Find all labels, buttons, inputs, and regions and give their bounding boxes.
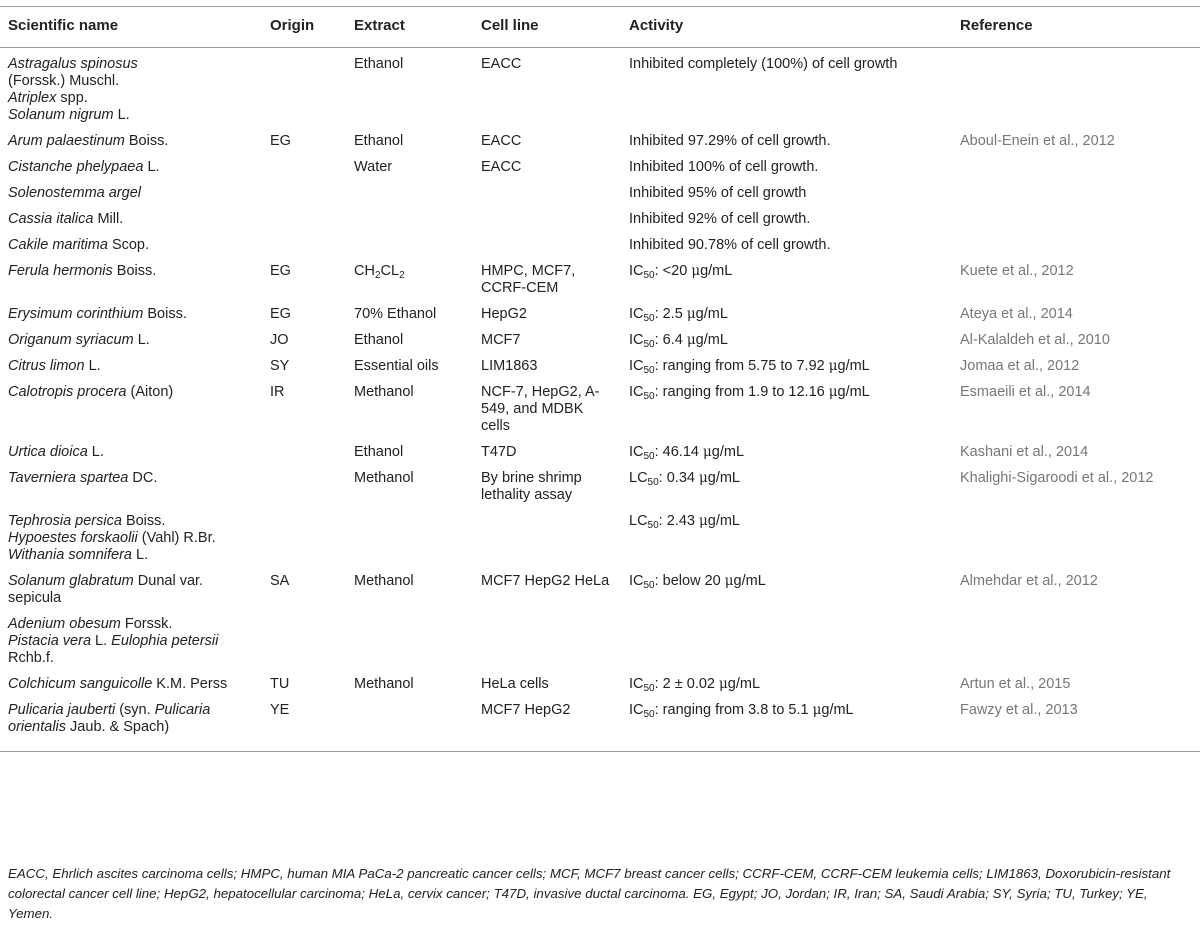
cell-reference: Jomaa et al., 2012 — [960, 358, 1080, 374]
activity-measure: LC — [629, 470, 648, 486]
header-cell-line: Cell line — [473, 7, 621, 48]
name-italic-part: Astragalus spinosus — [8, 56, 138, 72]
cell-activity: Inhibited 92% of cell growth. — [629, 211, 811, 227]
activity-value: : 2 ± 0.02 — [654, 676, 720, 692]
cell-origin — [262, 611, 346, 671]
activity-value: : below 20 — [654, 573, 725, 589]
name-italic-part: Cakile maritima — [8, 237, 108, 253]
cell-reference — [952, 508, 1200, 568]
cell-activity — [621, 379, 952, 439]
mu-symbol: μ — [828, 384, 838, 400]
activity-subscript: 50 — [647, 520, 659, 531]
formula-part: CL — [380, 263, 400, 279]
cell-cell-line: NCF-7, HepG2, A-549, and MDBK cells — [481, 384, 600, 434]
mu-symbol: μ — [828, 358, 838, 374]
name-italic-part: Calotropis procera — [8, 384, 127, 400]
cell-origin — [262, 154, 346, 180]
name-part: L. — [84, 358, 101, 374]
name-italic-part: Cistanche phelypaea — [8, 159, 144, 175]
mu-symbol: μ — [686, 332, 696, 348]
activity-measure: IC — [629, 306, 644, 322]
cell-origin: SY — [270, 358, 290, 374]
cell-scientific-name — [0, 128, 262, 154]
cell-cell-line: LIM1863 — [481, 358, 538, 374]
cell-activity — [621, 465, 952, 508]
cell-origin: JO — [270, 332, 289, 348]
activity-subscript: 50 — [647, 477, 659, 488]
cell-scientific-name — [0, 154, 262, 180]
cell-extract — [346, 697, 473, 752]
activity-measure: IC — [629, 573, 644, 589]
table-row — [0, 48, 1200, 129]
cell-extract — [346, 611, 473, 671]
activity-measure: IC — [629, 332, 644, 348]
name-part: DC. — [128, 470, 158, 486]
cell-origin — [262, 465, 346, 508]
table-row — [0, 180, 1200, 206]
cell-activity — [621, 697, 952, 752]
cell-reference: Khalighi-Sigaroodi et al., 2012 — [960, 470, 1154, 486]
cell-extract: Methanol — [354, 384, 414, 400]
cell-extract: Ethanol — [354, 444, 404, 460]
activity-unit: g/mL — [707, 513, 741, 529]
header-reference: Reference — [952, 7, 1200, 48]
activity-subscript: 50 — [643, 365, 655, 376]
name-part: (Vahl) R.Br. — [137, 530, 216, 546]
name-italic-part: Atriplex — [8, 90, 57, 106]
cell-activity — [621, 301, 952, 327]
table-row — [0, 154, 1200, 180]
cell-activity — [621, 611, 952, 671]
name-italic-part: Taverniera spartea — [8, 470, 129, 486]
cell-origin: EG — [270, 263, 291, 279]
formula-subscript: 2 — [374, 270, 381, 281]
name-part: Boiss. — [112, 263, 157, 279]
activity-value: : <20 — [654, 263, 692, 279]
cell-reference — [952, 180, 1200, 206]
cell-reference: Artun et al., 2015 — [960, 676, 1071, 692]
cell-activity — [621, 353, 952, 379]
cell-scientific-name — [0, 568, 262, 611]
header-scientific-name: Scientific name — [0, 7, 262, 48]
mu-symbol: μ — [719, 676, 728, 692]
activity-subscript: 50 — [643, 270, 655, 281]
cell-reference: Esmaeili et al., 2014 — [960, 384, 1091, 400]
cell-cell-line: EACC — [481, 133, 522, 149]
name-italic-part: Erysimum corinthium — [8, 306, 144, 322]
activity-subscript: 50 — [643, 339, 655, 350]
cell-cell-line: T47D — [481, 444, 517, 460]
name-part: L. — [133, 332, 150, 348]
table-row — [0, 379, 1200, 439]
name-part: L. — [113, 107, 130, 123]
name-italic-part: Pistacia vera — [8, 633, 92, 649]
cell-reference — [952, 232, 1200, 258]
activity-subscript: 50 — [643, 451, 655, 462]
mu-symbol: μ — [698, 513, 708, 529]
cell-extract: Methanol — [354, 470, 414, 486]
name-part: L. — [131, 547, 149, 563]
activity-value: : 2.5 — [654, 306, 687, 322]
cell-activity: Inhibited 95% of cell growth — [629, 185, 807, 201]
cell-cell-line — [473, 206, 621, 232]
header-activity: Activity — [621, 7, 952, 48]
cell-reference: Al-Kalaldeh et al., 2010 — [960, 332, 1110, 348]
cell-reference — [952, 611, 1200, 671]
activity-value: : 6.4 — [654, 332, 687, 348]
name-part: Boiss. — [121, 513, 166, 529]
cell-origin: SA — [270, 573, 290, 589]
header-origin: Origin — [262, 7, 346, 48]
cell-activity: Inhibited completely (100%) of cell growth — [629, 56, 898, 72]
activity-subscript: 50 — [643, 683, 655, 694]
cell-extract: Water — [354, 159, 393, 175]
activity-unit: g/mL — [733, 573, 766, 589]
name-part: Dunal var. sepicula — [8, 573, 204, 606]
name-italic-part: Urtica dioica — [8, 444, 88, 460]
cell-origin: EG — [270, 306, 291, 322]
cell-cell-line — [473, 232, 621, 258]
name-part: (syn. — [115, 702, 155, 718]
activity-unit: g/mL — [727, 676, 761, 692]
name-italic-part: Solanum nigrum — [8, 107, 114, 123]
cell-cell-line: EACC — [481, 56, 522, 72]
table-header — [0, 7, 1200, 48]
table-row — [0, 258, 1200, 301]
table-footnote: EACC, Ehrlich ascites carcinoma cells; HMPC, human MIA PaCa-2 pancreatic cancer cells; MCF, MCF7 breast cancer cells; CCRF-CEM, CCRF-CEM leukemia cells; LIM1863, Doxorubicin-resistant colorectal cancer cell line; HepG2, hepatocellular carcinoma; HeLa, cervix cancer; T47D, invasive ductal carcinoma. EG, Egypt; JO, Jordan; IR, Iran; SA, Saudi Arabia; SY, Syria; TU, Turkey; YE, Yemen. — [8, 866, 1171, 921]
activity-value: : 46.14 — [654, 444, 703, 460]
cell-reference: Fawzy et al., 2013 — [952, 697, 1200, 752]
cell-cell-line: EACC — [481, 159, 522, 175]
cell-origin — [262, 508, 346, 568]
formula-part: CH — [354, 263, 375, 279]
cell-origin — [262, 206, 346, 232]
header-row — [0, 7, 1200, 48]
cell-origin — [262, 439, 346, 465]
name-part: Mill. — [93, 211, 124, 227]
cell-cell-line: MCF7 HepG2 HeLa — [481, 573, 610, 589]
name-italic-part: Solanum glabratum — [8, 573, 134, 589]
cell-scientific-name — [0, 206, 262, 232]
table-row — [0, 206, 1200, 232]
formula-subscript: 2 — [399, 270, 405, 281]
cell-cell-line: MCF7 HepG2 — [473, 697, 621, 752]
activity-value: : ranging from 3.8 to 5.1 — [654, 702, 813, 718]
table-row — [0, 465, 1200, 508]
cell-reference: Kuete et al., 2012 — [960, 263, 1074, 279]
cell-scientific-name — [0, 232, 262, 258]
table-row — [0, 327, 1200, 353]
activity-subscript: 50 — [643, 391, 655, 402]
mu-symbol: μ — [691, 263, 701, 279]
cell-scientific-name — [0, 611, 262, 671]
name-part: Scop. — [107, 237, 150, 253]
cell-scientific-name — [0, 671, 262, 697]
cell-cell-line: MCF7 — [481, 332, 521, 348]
mu-symbol: μ — [698, 470, 708, 486]
table-row — [0, 508, 1200, 568]
cell-cell-line: HepG2 — [481, 306, 527, 322]
activity-value: : ranging from 5.75 to 7.92 — [654, 358, 829, 374]
activity-unit: g/mL — [707, 470, 741, 486]
name-part: L. — [143, 159, 160, 175]
activity-value: : 0.34 — [658, 470, 699, 486]
name-part: spp. — [56, 90, 88, 106]
activity-measure: IC — [629, 263, 644, 279]
name-part: Rchb.f. — [8, 650, 54, 666]
cell-origin — [262, 180, 346, 206]
activity-measure: LC — [629, 513, 648, 529]
cell-origin: IR — [270, 384, 285, 400]
table-row — [0, 439, 1200, 465]
cell-cell-line: By brine shrimp lethality assay — [481, 470, 582, 503]
activity-subscript: 50 — [643, 580, 655, 591]
cell-reference: Ateya et al., 2014 — [960, 306, 1073, 322]
cell-extract — [346, 180, 473, 206]
name-italic-part: Cassia italica — [8, 211, 94, 227]
name-italic-part: Hypoestes forskaolii — [8, 530, 138, 546]
cell-activity — [621, 508, 952, 568]
header-extract: Extract — [346, 7, 473, 48]
cell-reference: Aboul-Enein et al., 2012 — [960, 133, 1115, 149]
name-italic-part: Citrus limon — [8, 358, 85, 374]
cell-activity: Inhibited 100% of cell growth. — [629, 159, 819, 175]
cell-scientific-name — [0, 258, 262, 301]
cell-scientific-name — [0, 48, 262, 129]
cell-scientific-name — [0, 353, 262, 379]
cell-cell-line — [473, 508, 621, 568]
cell-extract: Methanol — [354, 676, 414, 692]
name-italic-part: Pulicaria jauberti — [8, 702, 116, 718]
cell-extract: Methanol — [354, 573, 414, 589]
table-row — [0, 128, 1200, 154]
cell-scientific-name — [0, 379, 262, 439]
cell-activity — [621, 439, 952, 465]
name-italic-part: Ferula hermonis — [8, 263, 113, 279]
name-italic-part: Withania somnifera — [8, 547, 132, 563]
table-row — [0, 568, 1200, 611]
cell-reference: Almehdar et al., 2012 — [960, 573, 1098, 589]
name-part: K.M. Perss — [152, 676, 228, 692]
cell-extract: Ethanol — [354, 332, 404, 348]
activity-value: : 2.43 — [658, 513, 699, 529]
cell-scientific-name — [0, 180, 262, 206]
name-italic-part: Colchicum sanguicolle — [8, 676, 153, 692]
cell-activity — [621, 258, 952, 301]
cell-extract: 70% Ethanol — [354, 306, 437, 322]
name-part: (Forssk.) Muschl. — [8, 73, 120, 89]
name-part: Boiss. — [143, 306, 187, 322]
cell-activity: Inhibited 90.78% of cell growth. — [629, 237, 831, 253]
table-row — [0, 301, 1200, 327]
name-part: Boiss. — [124, 133, 169, 149]
table-body — [0, 48, 1200, 752]
name-part: Jaub. & Spach) — [66, 719, 170, 735]
activity-measure: IC — [629, 676, 644, 692]
activity-value: : ranging from 1.9 to 12.16 — [654, 384, 829, 400]
mu-symbol: μ — [703, 444, 712, 460]
name-italic-part: Adenium obesum — [8, 616, 121, 632]
cell-scientific-name — [0, 301, 262, 327]
cell-origin: TU — [270, 676, 290, 692]
cell-activity: Inhibited 97.29% of cell growth. — [629, 133, 831, 149]
cell-scientific-name — [0, 465, 262, 508]
cell-extract — [346, 232, 473, 258]
name-part: L. — [91, 633, 112, 649]
activity-measure: IC — [629, 444, 644, 460]
name-italic-part: Pulicaria orientalis — [8, 702, 211, 735]
cell-cell-line: HeLa cells — [481, 676, 549, 692]
table-row — [0, 671, 1200, 697]
cell-reference — [952, 206, 1200, 232]
cell-activity — [621, 327, 952, 353]
name-part: (Aiton) — [126, 384, 174, 400]
activity-unit: g/mL — [695, 332, 728, 348]
cell-scientific-name — [0, 327, 262, 353]
cell-origin: YE — [262, 697, 346, 752]
name-italic-part: Solenostemma argel — [8, 185, 141, 201]
table-row — [0, 232, 1200, 258]
cell-reference: Kashani et al., 2014 — [960, 444, 1089, 460]
name-part: L. — [87, 444, 104, 460]
table-row — [0, 353, 1200, 379]
table-row — [0, 611, 1200, 671]
cell-extract — [346, 258, 473, 301]
activity-unit: g/mL — [837, 358, 870, 374]
cell-extract: Ethanol — [354, 133, 404, 149]
name-italic-part: Eulophia petersii — [111, 633, 219, 649]
cell-activity — [621, 671, 952, 697]
mu-symbol: μ — [686, 306, 696, 322]
cell-reference — [952, 48, 1200, 129]
cell-scientific-name — [0, 508, 262, 568]
mu-symbol: μ — [812, 702, 822, 718]
plant-activity-table — [0, 6, 1200, 752]
cell-activity — [621, 568, 952, 611]
activity-measure: IC — [629, 358, 644, 374]
name-part: Forssk. — [120, 616, 173, 632]
activity-subscript: 50 — [643, 313, 655, 324]
cell-reference — [952, 154, 1200, 180]
cell-origin — [262, 48, 346, 129]
activity-unit: g/mL — [700, 263, 733, 279]
activity-unit: g/mL — [695, 306, 728, 322]
cell-origin: EG — [270, 133, 291, 149]
activity-unit: g/mL — [711, 444, 745, 460]
cell-extract: Essential oils — [354, 358, 439, 374]
activity-subscript: 50 — [643, 709, 655, 720]
name-italic-part: Arum palaestinum — [8, 133, 125, 149]
activity-measure: IC — [629, 702, 644, 718]
activity-unit: g/mL — [821, 702, 854, 718]
cell-extract — [346, 206, 473, 232]
cell-cell-line — [473, 611, 621, 671]
cell-cell-line: HMPC, MCF7, CCRF-CEM — [481, 263, 576, 296]
mu-symbol: μ — [724, 573, 734, 589]
cell-extract — [346, 508, 473, 568]
cell-scientific-name — [0, 697, 262, 752]
cell-scientific-name — [0, 439, 262, 465]
name-italic-part: Tephrosia persica — [8, 513, 122, 529]
activity-unit: g/mL — [837, 384, 870, 400]
activity-measure: IC — [629, 384, 644, 400]
cell-origin — [262, 232, 346, 258]
name-italic-part: Origanum syriacum — [8, 332, 134, 348]
cell-extract: Ethanol — [354, 56, 404, 72]
table-row — [0, 697, 1200, 752]
cell-cell-line — [473, 180, 621, 206]
